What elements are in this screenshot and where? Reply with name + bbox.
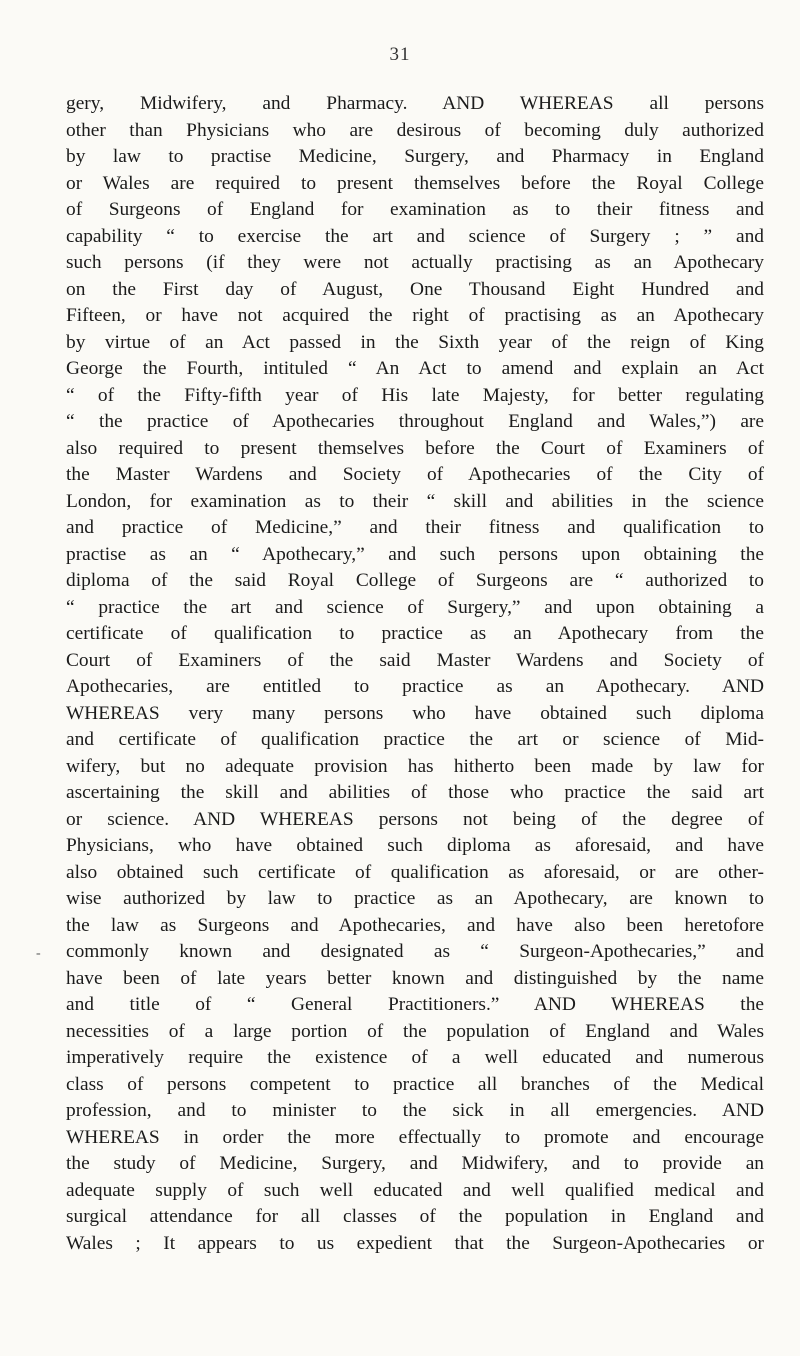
text-line: London, for examination as to their “ skill and abilities in the science [66, 490, 764, 512]
text-line: commonly known and designated as “ Surgeon-Apothecaries,” and [66, 941, 764, 962]
text-line: the law as Surgeons and Apothecaries, and have also been heretofore [66, 914, 764, 936]
text-line: Court of Examiners of the said Master Wardens and Society of [66, 649, 764, 671]
text-line: practise as an “ Apothecary,” and such persons upon obtaining the [66, 543, 764, 565]
text-line: such persons (if they were not actually practising as an Apothecary [66, 252, 764, 273]
text-line: and practice of Medicine,” and their fitness and qualification to [66, 517, 764, 538]
text-line: Physicians, who have obtained such diploma as aforesaid, and have [66, 835, 764, 856]
text-line: diploma of the said Royal College of Surgeons are “ authorized to [66, 570, 764, 591]
text-line: necessities of a large portion of the population of England and Wales [66, 1020, 764, 1042]
text-line: the study of Medicine, Surgery, and Midwifery, and to provide an [66, 1153, 764, 1174]
text-line: or Wales are required to present themselves before the Royal College [66, 172, 764, 194]
text-line: by virtue of an Act passed in the Sixth year of the reign of King [66, 331, 764, 353]
text-line: WHEREAS very many persons who have obtained such diploma [66, 702, 764, 724]
margin-mark: - [36, 946, 41, 961]
text-line: adequate supply of such well educated and well qualified medical and [66, 1179, 764, 1201]
text-line: of Surgeons of England for examination as to their fitness and [66, 199, 764, 220]
text-line: have been of late years better known and distinguished by the name [66, 967, 764, 989]
text-line: also obtained such certificate of qualification as aforesaid, or are other- [66, 861, 764, 883]
text-line: on the First day of August, One Thousand Eight Hundred and [66, 278, 764, 300]
text-line: George the Fourth, intituled “ An Act to amend and explain an Act [66, 358, 764, 379]
text-line: also required to present themselves before the Court of Examiners of [66, 437, 764, 459]
text-line: or science. AND WHEREAS persons not being of the degree of [66, 808, 764, 830]
body-text [66, 91, 764, 1257]
text-line: Wales ; It appears to us expedient that the Surgeon-Apothecaries or [66, 1232, 764, 1254]
text-line: other than Physicians who are desirous of becoming duly authorized [66, 119, 764, 141]
text-line: “ practice the art and science of Surgery,” and upon obtaining a [66, 596, 764, 618]
text-line: and certificate of qualification practice the art or science of Mid- [66, 729, 764, 750]
text-line: “ the practice of Apothecaries throughout England and Wales,”) are [66, 411, 764, 432]
text-line: WHEREAS in order the more effectually to promote and encourage [66, 1126, 764, 1148]
text-line: ascertaining the skill and abilities of those who practice the said art [66, 782, 764, 803]
text-line: class of persons competent to practice all branches of the Medical [66, 1073, 764, 1095]
text-line: surgical attendance for all classes of the population in England and [66, 1206, 764, 1227]
text-line: gery, Midwifery, and Pharmacy. AND WHEREAS all persons [66, 93, 764, 114]
text-line: the Master Wardens and Society of Apothecaries of the City of [66, 464, 764, 485]
text-line: imperatively require the existence of a well educated and numerous [66, 1047, 764, 1068]
text-line: Fifteen, or have not acquired the right of practising as an Apothecary [66, 305, 764, 326]
text-line: and title of “ General Practitioners.” AND WHEREAS the [66, 994, 764, 1015]
text-line: “ of the Fifty-fifth year of His late Majesty, for better regulating [66, 384, 764, 406]
text-line: wise authorized by law to practice as an Apothecary, are known to [66, 888, 764, 909]
text-line: by law to practise Medicine, Surgery, and Pharmacy in England [66, 146, 764, 167]
text-line: capability “ to exercise the art and science of Surgery ; ” and [66, 225, 764, 247]
text-line: wifery, but no adequate provision has hitherto been made by law for [66, 755, 764, 777]
text-line: Apothecaries, are entitled to practice as an Apothecary. AND [66, 676, 764, 697]
text-line: certificate of qualification to practice as an Apothecary from the [66, 623, 764, 644]
text-line: profession, and to minister to the sick in all emergencies. AND [66, 1100, 764, 1121]
page-number: 31 [389, 44, 411, 65]
